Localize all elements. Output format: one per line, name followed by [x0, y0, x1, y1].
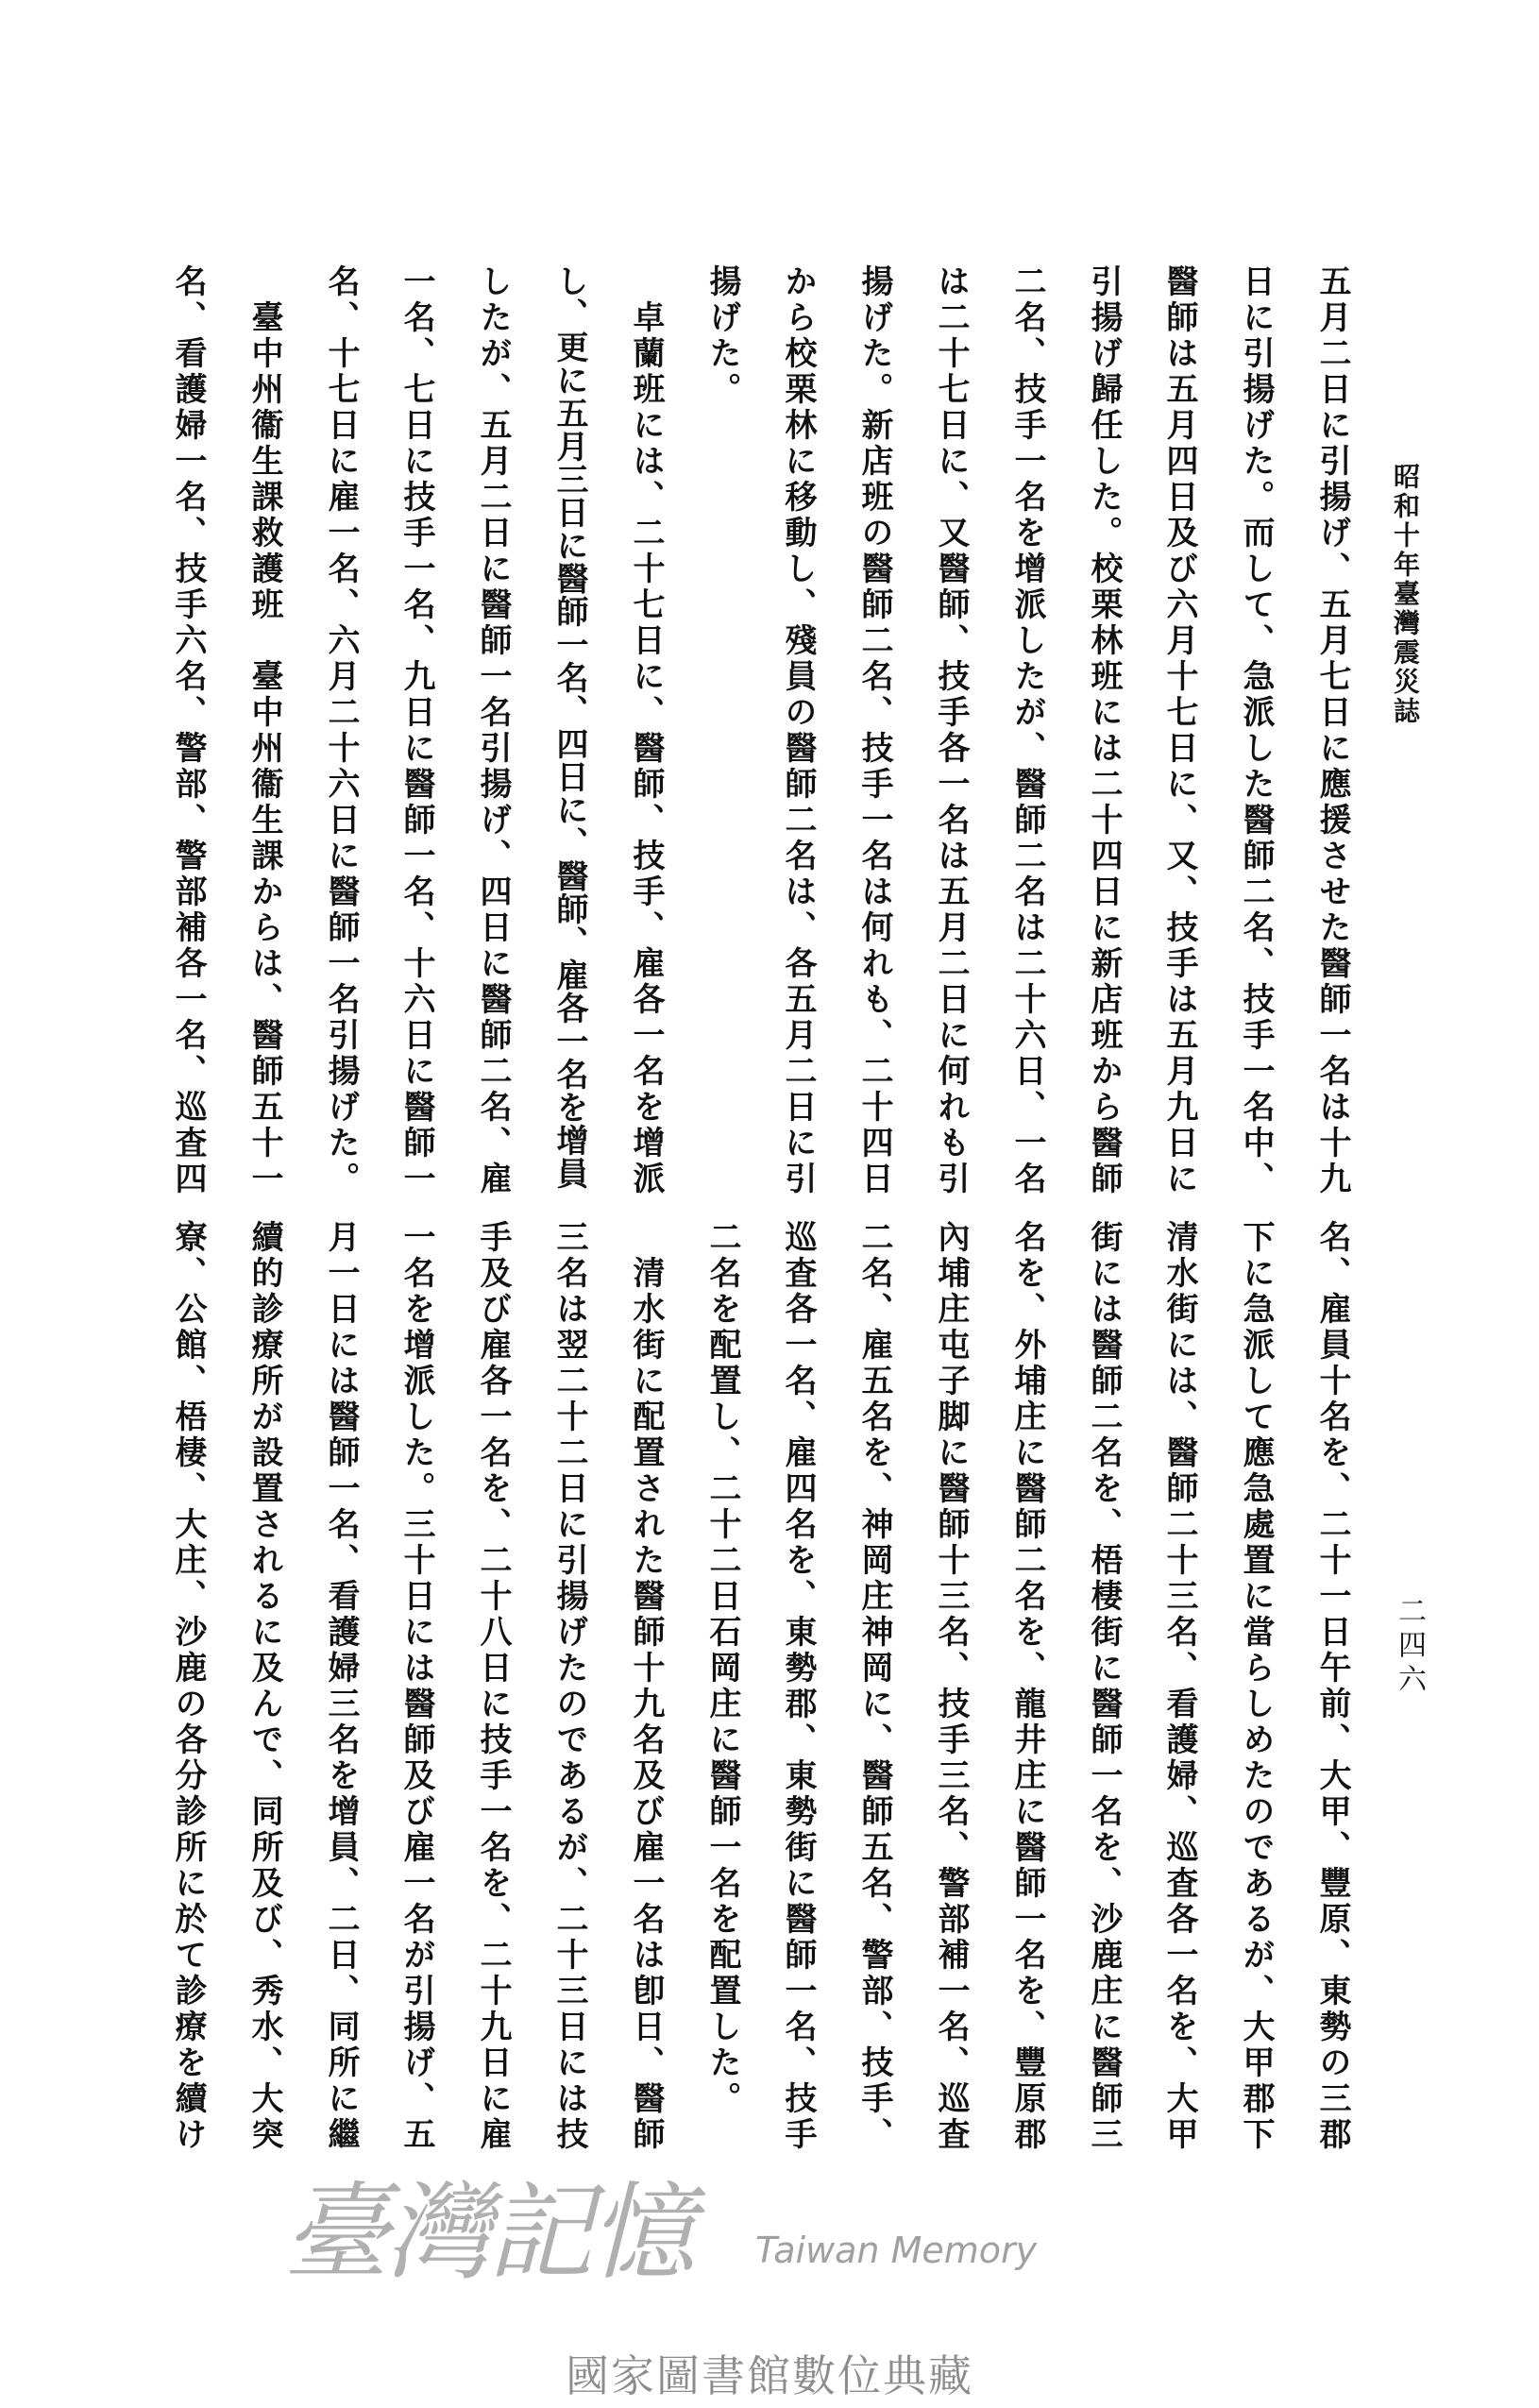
text-column: から校栗林に移動し、殘員の醫師二名は、各五月二日に引: [779, 264, 817, 1197]
text-column: 巡査各一名、雇四名を、東勢郡、東勢街に醫師一名、技手: [779, 1220, 817, 2153]
text-column: 一名を增派した。三十日には醫師及び雇一名が引揚げ、五: [397, 1220, 435, 2153]
watermark-title: 臺灣記憶: [283, 2172, 691, 2295]
text-column: 日に引揚げた。而して、急派した醫師二名、技手一名中、: [1237, 264, 1275, 1197]
section-heading: 臺中州衞生課救護班: [245, 300, 283, 623]
text-column: 手及び雇各一名を、二十八日に技手一名を、二十九日に雇: [474, 1220, 512, 2153]
text-column: 月一日には醫師一名、看護婦三名を增員、二日、同所に繼: [322, 1220, 360, 2153]
text-column: し、更に五月三日に醫師一名、四日に、醫師、雇各一名を增員: [550, 264, 588, 1190]
text-column: 名、看護婦一名、技手六名、警部、警部補各一名、巡査四: [169, 264, 207, 1197]
text-column: 寮、公館、梧棲、大庄、沙鹿の各分診所に於て診療を續け: [169, 1220, 207, 2153]
text-column: は二十七日に、又醫師、技手各一名は五月二日に何れも引: [932, 264, 970, 1197]
text-column: 清水街に配置された醫師十九名及び雇一名は卽日、醫師: [627, 1256, 665, 2153]
text-column: 引揚げ歸任した。校栗林班には二十四日に新店班から醫師: [1085, 264, 1123, 1197]
text-column: 續的診療所が設置されるに及んで、同所及び、秀水、大突: [245, 1220, 283, 2153]
text-column: 揚げた。: [703, 264, 741, 408]
text-column: 名、十七日に雇一名、六月二十六日に醫師一名引揚げた。: [322, 264, 360, 1197]
section-text: 臺中州衞生課からは、醫師五十一: [245, 659, 283, 1197]
text-column: 二名を配置し、二十二日石岡庄に醫師一名を配置した。: [703, 1220, 741, 2117]
watermark-logo: [283, 2172, 1133, 2314]
running-head: 昭和十年臺灣震災誌: [1390, 463, 1421, 726]
watermark-subtitle: Taiwan Memory: [755, 2230, 1038, 2271]
section-column: [244, 300, 285, 1197]
text-column: 醫師は五月四日及び六月十七日に、又、技手は五月九日に: [1160, 264, 1198, 1197]
text-column: 揚げた。新店班の醫師二名、技手一名は何れも、二十四日: [855, 264, 893, 1197]
text-column: 卓蘭班には、二十七日に、醫師、技手、雇各一名を增派: [627, 300, 665, 1197]
text-column: 二名、雇五名を、神岡庄神岡に、醫師五名、警部、技手、: [855, 1220, 893, 2153]
text-column: 三名は翌二十二日に引揚げたのであるが、二十三日には技: [550, 1220, 588, 2153]
text-column: 街には醫師二名を、梧棲街に醫師一名を、沙鹿庄に醫師三: [1085, 1220, 1123, 2153]
text-column: 名を、外埔庄に醫師二名を、龍井庄に醫師一名を、豐原郡: [1008, 1220, 1046, 2153]
text-column: 清水街には、醫師二十三名、看護婦、巡査各一名を、大甲: [1160, 1220, 1198, 2153]
text-column: したが、五月二日に醫師一名引揚げ、四日に醫師二名、雇: [474, 264, 512, 1197]
text-column: 二名、技手一名を增派したが、醫師二名は二十六日、一名: [1008, 264, 1046, 1197]
text-column: 五月二日に引揚げ、五月七日に應援させた醫師一名は十九: [1313, 264, 1351, 1197]
text-column: 一名、七日に技手一名、九日に醫師一名、十六日に醫師一: [397, 264, 435, 1197]
text-column: 名、雇員十名を、二十一日午前、大甲、豐原、東勢の三郡: [1313, 1220, 1351, 2153]
text-column: 下に急派して應急處置に當らしめたのであるが、大甲郡下: [1237, 1220, 1275, 2153]
page-number: 二四六: [1393, 1596, 1426, 1698]
footer-credit: 國家圖書館數位典藏: [566, 2350, 973, 2401]
text-column: 內埔庄屯子脚に醫師十三名、技手三名、警部補一名、巡査: [932, 1220, 970, 2153]
